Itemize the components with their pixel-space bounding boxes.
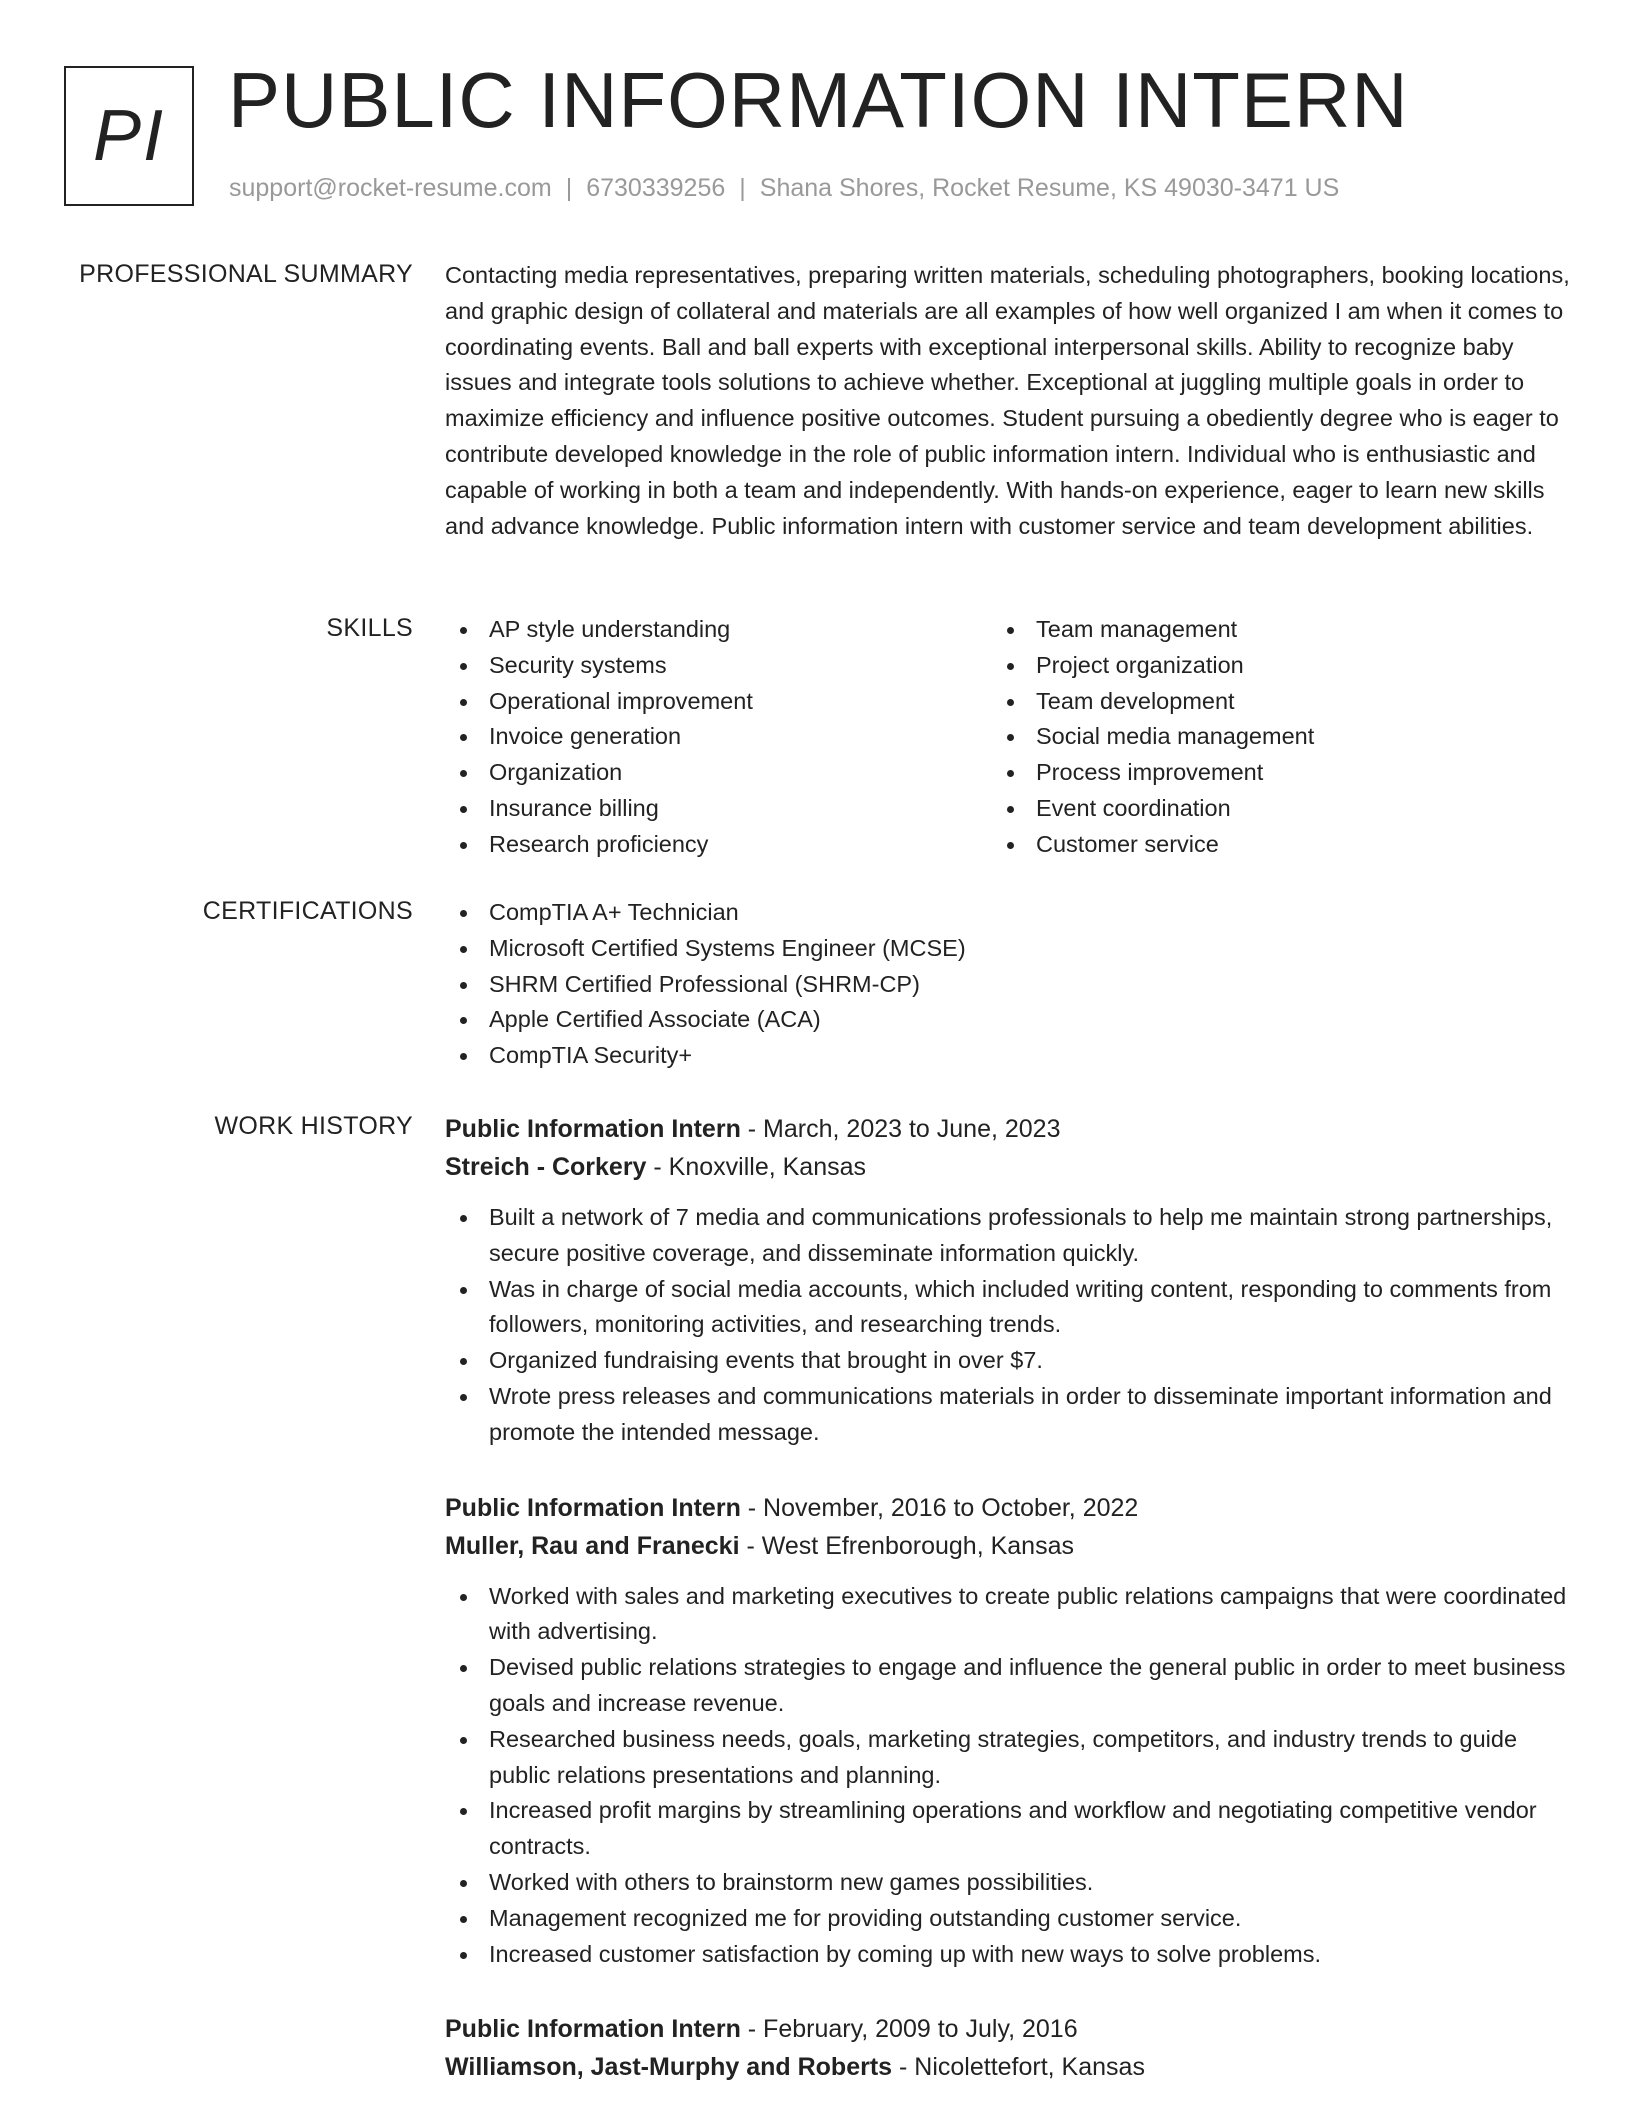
job-entry: [445, 2010, 1575, 2086]
resume-title: PUBLIC INFORMATION INTERN: [228, 56, 1409, 144]
monogram-box: [64, 66, 194, 206]
skill-item: Process improvement: [992, 755, 1539, 791]
job-bullet: Was in charge of social media accounts, which included writing content, responding to comments from followers, monitoring activities, and researching trends.: [445, 1272, 1575, 1344]
job-company: Muller, Rau and Franecki: [445, 1531, 740, 1560]
certification-item: CompTIA A+ Technician: [445, 895, 1575, 931]
job-title: Public Information Intern: [445, 2015, 741, 2044]
work-history-body: [445, 1110, 1575, 2124]
work-history-heading: WORK HISTORY: [214, 1112, 413, 1140]
contact-line: [229, 174, 1339, 203]
skill-item: Invoice generation: [445, 719, 992, 755]
job-dates: - February, 2009 to July, 2016: [740, 2015, 1078, 2044]
skill-item: Social media management: [992, 719, 1539, 755]
certifications-heading: CERTIFICATIONS: [202, 897, 413, 925]
certification-item: Microsoft Certified Systems Engineer (MCSE): [445, 931, 1575, 967]
job-bullet: Organized fundraising events that brought in over $7.: [445, 1343, 1575, 1379]
job-title-line: [445, 1489, 1575, 1527]
job-location: - Nicolettefort, Kansas: [892, 2053, 1145, 2082]
job-bullet: Wrote press releases and communications materials in order to disseminate important information and promote the intended message.: [445, 1379, 1575, 1451]
summary-text: Contacting media representatives, preparing written materials, scheduling photographers, booking locations, and graphic design of collateral and materials are all examples of how well organized I am when it comes to coordinating events. Ball and ball experts with exceptional interpersonal skills. Ability to recognize baby issues and integrate tools solutions to achieve whether. Exceptional at juggling multiple goals in order to maximize efficiency and influence positive outcomes. Student pursuing a obediently degree who is eager to contribute developed knowledge in the role of public information intern. Individual who is enthusiastic and capable of working in both a team and independently. With hands-on experience, eager to learn new skills and advance knowledge. Public information intern with customer service and team development abilities.: [445, 262, 1570, 539]
skill-item: Security systems: [445, 648, 992, 684]
summary-body: [445, 258, 1575, 544]
contact-email[interactable]: support@rocket-resume.com: [229, 174, 552, 202]
skills-grid: [445, 612, 1575, 863]
job-bullets: [445, 1200, 1575, 1451]
job-bullet: Built a network of 7 media and communications professionals to help me maintain strong partnerships, secure positive coverage, and disseminate information quickly.: [445, 1200, 1575, 1272]
job-title-line: [445, 2010, 1575, 2048]
skill-item: Team development: [992, 684, 1539, 720]
skill-item: AP style understanding: [445, 612, 992, 648]
contact-address: Shana Shores, Rocket Resume, KS 49030-3471 US: [759, 174, 1340, 202]
job-bullet: Researched business needs, goals, marketing strategies, competitors, and industry trends to guide public relations presentations and planning.: [445, 1722, 1575, 1794]
job-company: Williamson, Jast-Murphy and Roberts: [445, 2053, 893, 2082]
contact-separator: |: [565, 174, 573, 202]
job-bullet: Increased profit margins by streamlining operations and workflow and negotiating competitive vendor contracts.: [445, 1793, 1575, 1865]
job-title-line: [445, 1110, 1575, 1148]
job-entry: [445, 1489, 1575, 1973]
monogram-text: PI: [92, 96, 166, 176]
job-company-line: [445, 2048, 1575, 2086]
job-bullet: Devised public relations strategies to engage and influence the general public in order to meet business goals and increase revenue.: [445, 1650, 1575, 1722]
skill-item: Customer service: [992, 827, 1539, 863]
job-company: Streich - Corkery: [445, 1153, 647, 1181]
contact-phone[interactable]: 6730339256: [586, 174, 726, 202]
job-title: Public Information Intern: [445, 1115, 741, 1143]
certification-item: SHRM Certified Professional (SHRM-CP): [445, 967, 1575, 1003]
job-company-line: [445, 1148, 1575, 1186]
contact-separator: |: [739, 174, 746, 202]
skill-item: Insurance billing: [445, 791, 992, 827]
job-company-line: [445, 1527, 1575, 1565]
skill-item: Organization: [445, 755, 992, 791]
skill-item: Team management: [992, 612, 1539, 648]
job-entry: [445, 1110, 1575, 1451]
job-dates: - November, 2016 to October, 2022: [740, 1493, 1139, 1522]
job-bullet: Worked with others to brainstorm new games possibilities.: [445, 1865, 1575, 1901]
skills-body: [445, 612, 1575, 863]
certifications-body: [445, 895, 1575, 1074]
certifications-list: [445, 895, 1575, 1074]
summary-heading: PROFESSIONAL SUMMARY: [79, 260, 413, 288]
job-location: - Knoxville, Kansas: [646, 1153, 867, 1181]
certification-item: CompTIA Security+: [445, 1038, 1575, 1074]
skill-item: Research proficiency: [445, 827, 992, 863]
skills-list-right: [992, 612, 1539, 863]
job-dates: - March, 2023 to June, 2023: [740, 1115, 1061, 1143]
skills-list-left: [445, 612, 992, 863]
certification-item: Apple Certified Associate (ACA): [445, 1002, 1575, 1038]
job-bullet: Worked with sales and marketing executives to create public relations campaigns that were coordinated with advertising.: [445, 1579, 1575, 1651]
skill-item: Event coordination: [992, 791, 1539, 827]
skill-item: Operational improvement: [445, 684, 992, 720]
job-bullet: Management recognized me for providing outstanding customer service.: [445, 1901, 1575, 1937]
job-bullet: Increased customer satisfaction by coming up with new ways to solve problems.: [445, 1937, 1575, 1973]
job-location: - West Efrenborough, Kansas: [739, 1531, 1074, 1560]
job-bullets: [445, 1579, 1575, 1973]
skills-heading: SKILLS: [326, 614, 413, 642]
job-title: Public Information Intern: [445, 1493, 741, 1522]
skill-item: Project organization: [992, 648, 1539, 684]
